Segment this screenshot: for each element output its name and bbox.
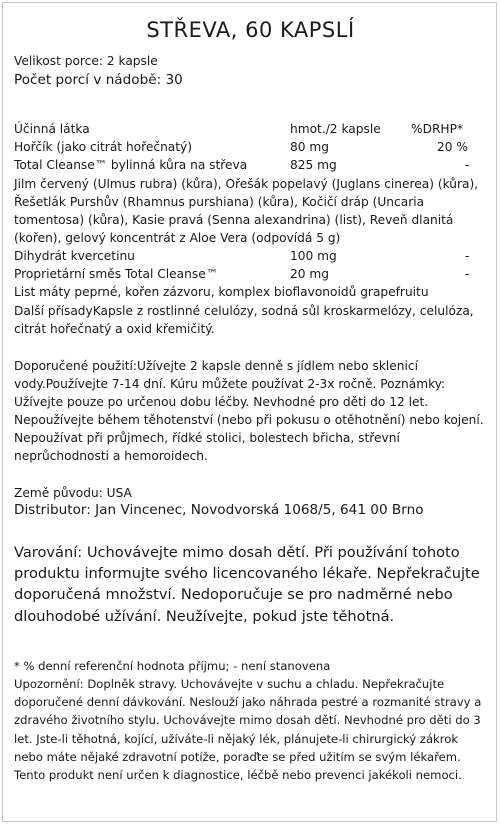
herbal-detail-line: Řešetlák Purshův (Rhamnus purshiana) (kůra), Kočičí dráp (Uncaria	[14, 195, 425, 209]
usage-line: Užívejte pouze po určenou dobu léčby. Nevhodné pro děti do 12 let.	[14, 395, 429, 409]
notice-text	[14, 675, 488, 784]
warning-line: dlouhodobé užívání. Neužívejte, pokud jste těhotná.	[14, 607, 395, 625]
notice-line: Upozornění: Doplněk stravy. Uchovávejte v suchu a chladu. Nepřekračujte	[14, 677, 445, 691]
distributor: Distributor: Jan Vincenec, Novodvorská 1068/5, 641 00 Brno	[14, 502, 424, 518]
table-header-ingredient: Účinná látka	[14, 122, 90, 136]
herbal-detail-line: Jilm červený (Ulmus rubra) (kůra), Ořešák popelavý (Juglans cinerea) (kůra),	[14, 177, 479, 191]
table-header-amount: hmot./2 kapsle	[290, 122, 381, 136]
usage-line: vody.Používejte 7-14 dní. Kúru můžete používat 2-3x ročně. Poznámky:	[14, 377, 446, 391]
dv-footnote: * % denní referenční hodnota příjmu; - není stanovena	[14, 659, 331, 673]
usage-line: Doporučené použití:Užívejte 2 kapsle denně s jídlem nebo sklenicí	[14, 359, 418, 373]
notice-line: let. Jste-li těhotná, kojící, užíváte-li nějaký lék, plánujete-li chirurgický zákrok	[14, 731, 459, 746]
serving-size: Velikost porce: 2 kapsle	[14, 54, 158, 68]
product-title: STŘEVA, 60 KAPSLÍ	[146, 18, 355, 42]
table-row-dv: -	[465, 267, 470, 281]
table-row-amount: 100 mg	[290, 249, 337, 263]
warning-line: doporučená množství. Nedoporučuje se pro nadměrné nebo	[14, 586, 453, 604]
table-row-dv: 20 %	[437, 140, 468, 154]
notice-line: Tento produkt není určen k diagnostice, léčbě nebo prevenci jakékoli nemoci.	[14, 768, 462, 783]
table-row-name: Total Cleanse™ bylinná kůra na střeva	[14, 158, 248, 172]
table-row-dv: -	[465, 158, 470, 172]
table-row-name: Hořčík (jako citrát hořečnatý)	[14, 140, 193, 154]
herbal-detail-line: (kořen), gelový koncentrát z Aloe Vera (odpovídá 5 g)	[14, 231, 341, 245]
usage-line: Nepoužívejte během těhotenství (nebo při pokusu o otěhotnění) nebo kojení.	[14, 413, 484, 427]
table-row-name: Dihydrát kvercetinu	[14, 249, 135, 263]
table-row-amount: 20 mg	[290, 267, 329, 281]
table-row-amount: 80 mg	[290, 140, 329, 154]
blend-detail: List máty peprné, kořen zázvoru, komplex bioflavonoidů grapefruitu	[14, 285, 429, 299]
country-of-origin: Země původu: USA	[14, 486, 132, 500]
table-row-dv: -	[465, 249, 470, 263]
usage-line: neprůchodnosti a hemoroidech.	[14, 449, 208, 463]
notice-line: doporučené denní dávkování. Neslouží jako náhrada pestré a rozmanité stravy a	[14, 695, 482, 710]
servings-per-container: Počet porcí v nádobě: 30	[14, 72, 183, 88]
warning-text	[14, 542, 488, 627]
warning-line: Varování: Uchovávejte mimo dosah dětí. Při používání tohoto	[14, 544, 460, 561]
table-header-dv: %DRHP*	[411, 122, 464, 136]
other-ingredients-line: citrát hořečnatý a oxid křemičitý.	[14, 322, 215, 336]
other-ingredients-line: Další přísadyKapsle z rostlinné celulózy, sodná sůl kroskarmelózy, celulóza,	[14, 304, 474, 318]
usage-line: Nepoužívat při průjmech, řídké stolici, bolestech břicha, střevní	[14, 431, 400, 445]
table-row-name: Proprietární směs Total Cleanse™	[14, 267, 218, 281]
notice-line: zdravého životního stylu. Uchovávejte mimo dosah dětí. Nevhodné pro děti do 3	[14, 713, 481, 728]
table-row-amount: 825 mg	[290, 158, 337, 172]
warning-line: produktu informujte svého licencovaného lékaře. Nepřekračujte	[14, 565, 480, 583]
herbal-detail-line: tomentosa) (kůra), Kasie pravá (Senna alexandrina) (list), Reveň dlanitá	[14, 213, 454, 227]
notice-line: nebo máte nějaké zdravotní potíže, poraďte se před užitím se svým lékařem.	[14, 749, 461, 764]
